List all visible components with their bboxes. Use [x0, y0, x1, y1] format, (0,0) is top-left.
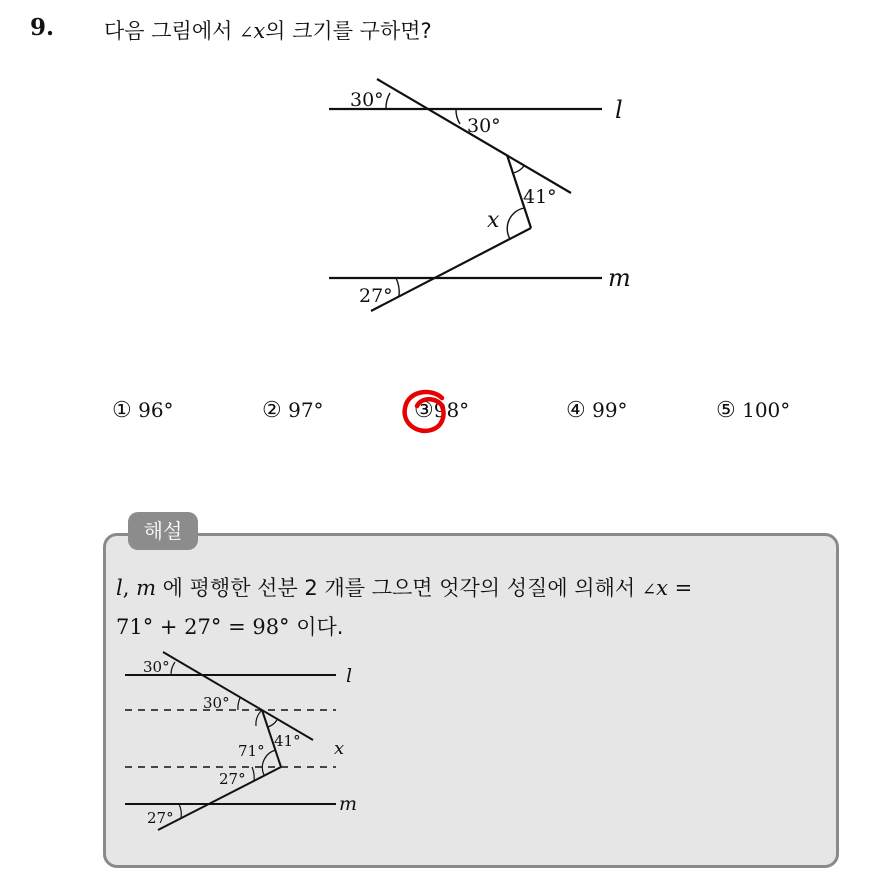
- solution-text-1: 에 평행한 선분 2 개를 그으면 엇각의 성질에 의해서: [156, 576, 642, 600]
- segment-bend-lower: [371, 228, 531, 311]
- solution-comma: ,: [122, 576, 137, 600]
- solution-figure: [0, 648, 884, 838]
- choice-3-symbol: ③: [414, 398, 434, 423]
- angle-symbol: ∠: [239, 23, 254, 43]
- sol-label-angle-dash-bottom: 27°: [219, 770, 246, 788]
- sol-arc-bottom: [179, 804, 181, 818]
- solution-expression: 71° + 27° = 98°: [116, 615, 290, 639]
- question-figure: [0, 60, 884, 400]
- solution-line-2: [116, 611, 344, 641]
- sol-label-angle-bottom: 27°: [147, 809, 174, 827]
- label-angle-x: x: [487, 208, 500, 233]
- question-text-after: 의 크기를 구하면?: [265, 19, 432, 43]
- label-angle-top-right: 30°: [467, 115, 501, 137]
- sol-arc-top-left: [171, 662, 175, 675]
- question-number: 9.: [30, 14, 55, 41]
- arc-top-left: [386, 93, 390, 109]
- sol-arc-inner-left: [256, 710, 262, 726]
- arc-middle: [513, 166, 524, 173]
- label-line-m: m: [608, 264, 631, 292]
- arc-bottom: [396, 278, 399, 296]
- sol-label-angle-inner-right: 41°: [274, 732, 301, 750]
- choice-2-symbol: ②: [262, 398, 282, 423]
- sol-label-line-x: x: [334, 738, 345, 759]
- sol-label-angle-inner-left: 71°: [238, 742, 265, 760]
- label-angle-top-left: 30°: [350, 89, 384, 111]
- sol-label-line-l: l: [346, 665, 353, 687]
- choice-3-value: 98°: [433, 398, 470, 422]
- solution-equals: =: [667, 576, 693, 600]
- solution-angle-symbol: ∠: [641, 580, 657, 600]
- choice-1[interactable]: [112, 398, 174, 423]
- choice-2-value: 97°: [288, 398, 324, 422]
- choice-1-value: 96°: [138, 398, 174, 422]
- sol-label-line-m: m: [339, 793, 358, 815]
- choice-2[interactable]: [262, 398, 324, 423]
- choice-5-symbol: ⑤: [716, 398, 736, 423]
- answer-mark-circle: [398, 386, 454, 438]
- choice-4[interactable]: [566, 398, 628, 423]
- solution-text-2: 이다.: [289, 615, 344, 639]
- label-angle-bottom: 27°: [359, 285, 393, 307]
- sol-label-angle-dash-top: 30°: [203, 694, 230, 712]
- sol-arc-dash-top: [238, 698, 240, 710]
- choice-4-symbol: ④: [566, 398, 586, 423]
- solution-tag: 해설: [128, 512, 198, 550]
- choice-5-value: 100°: [742, 398, 791, 422]
- label-line-l: l: [615, 96, 623, 124]
- solution-var-x: x: [656, 576, 668, 600]
- sol-arc-dash-bottom: [252, 767, 254, 781]
- sol-arc-inner-right: [268, 720, 277, 727]
- sol-transversal-top: [163, 652, 313, 740]
- question-variable: x: [253, 19, 266, 43]
- question-text-before: 다음 그림에서: [104, 19, 240, 43]
- choice-4-value: 99°: [592, 398, 628, 422]
- arc-top-right: [456, 109, 460, 124]
- solution-var-l: l: [116, 576, 123, 600]
- arc-x: [507, 208, 524, 239]
- solution-line-1: [116, 572, 692, 602]
- solution-var-m: m: [136, 576, 156, 600]
- label-angle-middle: 41°: [523, 186, 557, 208]
- choice-5[interactable]: [716, 398, 790, 423]
- choice-1-symbol: ①: [112, 398, 132, 423]
- question-text: [104, 15, 432, 45]
- sol-label-angle-top-left: 30°: [143, 658, 170, 676]
